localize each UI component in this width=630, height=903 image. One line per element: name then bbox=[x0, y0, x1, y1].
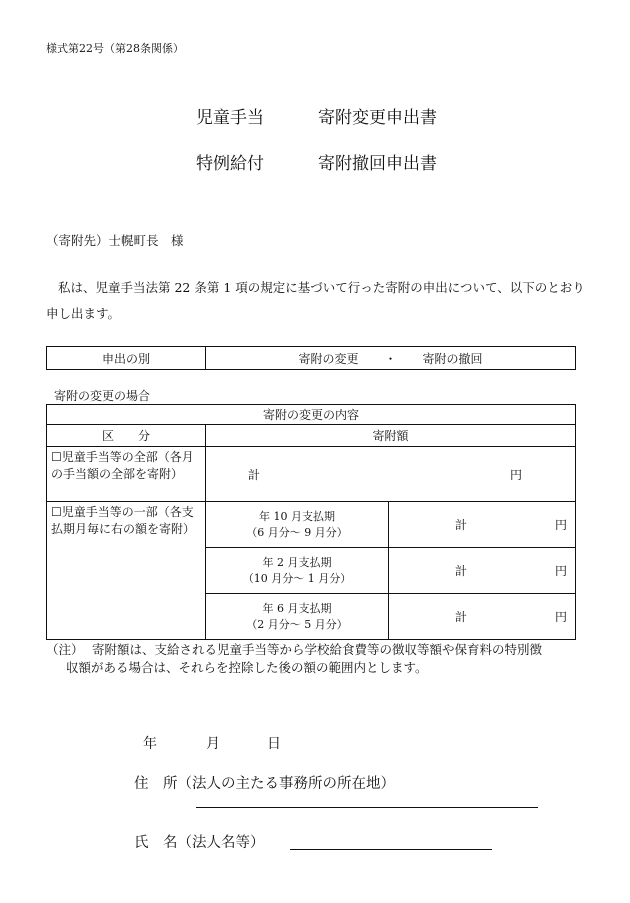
change-content-header: 寄附の変更の内容 bbox=[47, 405, 576, 425]
amount-june-yen: 円 bbox=[555, 610, 568, 624]
title-donation-withdrawal: 寄附撤回申出書 bbox=[318, 154, 437, 174]
date-month: 月 bbox=[206, 736, 220, 752]
category-partial bbox=[47, 502, 206, 640]
address-label: 住 所（法人の主たる事務所の所在地） bbox=[134, 776, 395, 792]
amount-february-yen: 円 bbox=[555, 564, 568, 578]
request-type-table bbox=[46, 346, 576, 370]
amount-october-yen: 円 bbox=[555, 518, 568, 532]
note-line2: 収額がある場合は、それらを控除した後の額の範囲内とします。 bbox=[66, 660, 428, 675]
name-underline[interactable] bbox=[290, 849, 492, 850]
amount-february[interactable] bbox=[389, 548, 576, 594]
option-withdraw[interactable]: 寄附の撤回 bbox=[422, 351, 483, 366]
col-amount-header: 寄附額 bbox=[206, 425, 576, 447]
option-change[interactable]: 寄附の変更 bbox=[298, 351, 359, 366]
change-content-table bbox=[46, 404, 576, 640]
period-june bbox=[206, 594, 389, 640]
request-type-label: 申出の別 bbox=[47, 347, 206, 370]
period-june-line2: （2 月分～ 5 月分） bbox=[246, 617, 348, 631]
amount-all-kei: 計 bbox=[248, 467, 261, 482]
amount-june-kei: 計 bbox=[455, 610, 468, 624]
amount-all-yen: 円 bbox=[510, 467, 523, 482]
period-october-line1: 年 10 月支払期 bbox=[259, 509, 335, 523]
period-february-line1: 年 2 月支払期 bbox=[262, 555, 332, 569]
amount-october[interactable] bbox=[389, 502, 576, 548]
col-category-header: 区 分 bbox=[47, 425, 206, 447]
amount-february-kei: 計 bbox=[455, 564, 468, 578]
category-all-text: ☐児童手当等の全部（各月の手当額の全部を寄附） bbox=[51, 450, 194, 481]
amount-all[interactable] bbox=[206, 447, 576, 502]
name-label: 氏 名（法人名等） bbox=[134, 835, 265, 851]
period-october-line2: （6 月分～ 9 月分） bbox=[246, 525, 348, 539]
title-special-benefit: 特例給付 bbox=[196, 154, 264, 174]
address-underline[interactable] bbox=[196, 807, 538, 808]
note-line1: 寄附額は、支給される児童手当等から学校給食費等の徴収等額や保育料の特別徴 bbox=[92, 642, 543, 657]
addressee: （寄附先）士幌町長 様 bbox=[46, 233, 184, 248]
request-type-options bbox=[206, 347, 576, 370]
category-partial-text: ☐児童手当等の一部（各支払期月毎に右の額を寄附） bbox=[51, 505, 196, 536]
period-february bbox=[206, 548, 389, 594]
date-day: 日 bbox=[267, 736, 281, 752]
title-donation-change: 寄附変更申出書 bbox=[318, 108, 437, 128]
change-case-title: 寄附の変更の場合 bbox=[54, 389, 151, 403]
date-year: 年 bbox=[143, 736, 157, 752]
amount-june[interactable] bbox=[389, 594, 576, 640]
title-child-allowance: 児童手当 bbox=[196, 108, 264, 128]
body-text: 私は、児童手当法第 22 条第 1 項の規定に基づいて行った寄附の申出について、以下のとおり申し出ます。 bbox=[46, 280, 585, 321]
amount-october-kei: 計 bbox=[455, 518, 468, 532]
note-label: （注） bbox=[46, 642, 84, 657]
period-october bbox=[206, 502, 389, 548]
period-february-line2: （10 月分～ 1 月分） bbox=[242, 571, 352, 585]
form-number: 様式第22号（第28条関係） bbox=[46, 42, 184, 55]
category-all bbox=[47, 447, 206, 502]
period-june-line1: 年 6 月支払期 bbox=[262, 601, 332, 615]
note bbox=[46, 641, 591, 677]
option-separator: ・ bbox=[384, 351, 397, 366]
